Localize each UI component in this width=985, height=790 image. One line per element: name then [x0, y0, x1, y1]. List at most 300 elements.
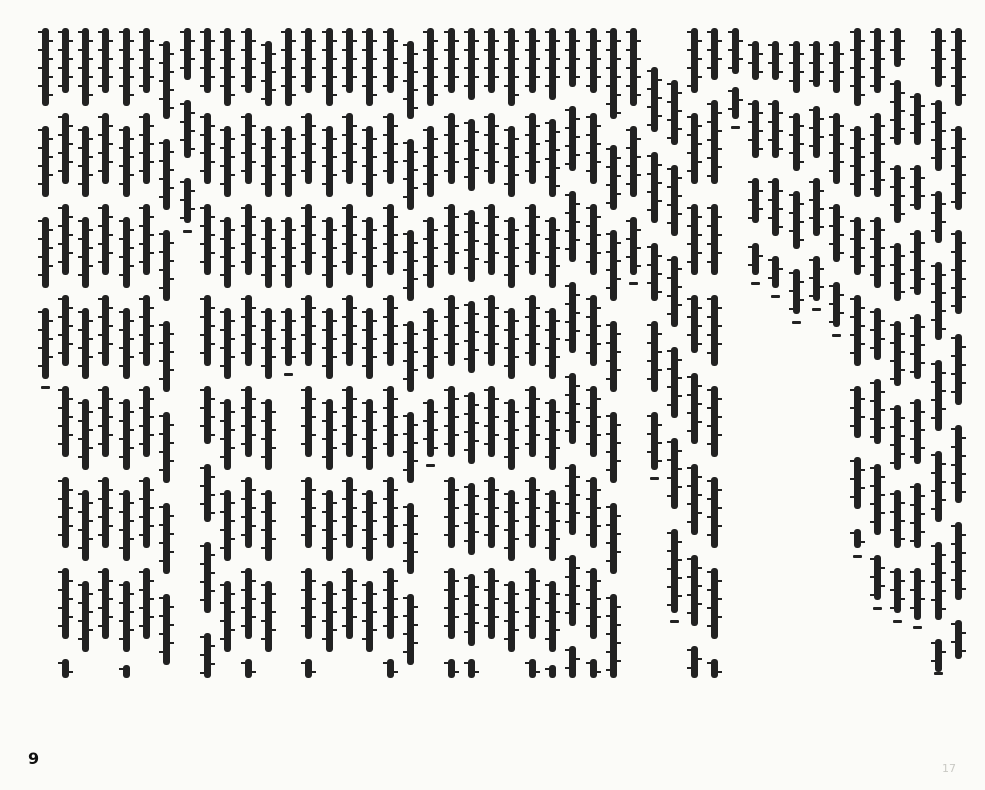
- glyph-stroke: [292, 156, 296, 158]
- glyph-stroke: [606, 378, 610, 380]
- glyph-stroke: [241, 334, 245, 336]
- glyph-stroke: [403, 524, 407, 526]
- glyph-stroke: [322, 511, 326, 513]
- glyph-stroke: [597, 143, 601, 145]
- glyph-stroke: [312, 76, 316, 78]
- glyph-stroke: [495, 598, 499, 600]
- glyph-stroke: [180, 139, 184, 141]
- glyph-stroke: [58, 31, 62, 33]
- word-glyph: [305, 28, 312, 93]
- glyph-stroke: [565, 594, 569, 596]
- glyph-stroke: [667, 222, 671, 224]
- glyph-stroke: [942, 328, 946, 330]
- glyph-stroke: [119, 329, 123, 331]
- glyph-stroke: [951, 337, 955, 339]
- text-column: [648, 28, 662, 678]
- word-glyph: [793, 41, 800, 93]
- glyph-stroke: [342, 225, 346, 227]
- glyph-stroke: [342, 498, 346, 500]
- glyph-stroke: [881, 143, 885, 145]
- glyph-stroke: [423, 420, 427, 422]
- glyph-stroke: [484, 170, 488, 172]
- glyph-stroke: [586, 85, 590, 87]
- glyph-stroke: [170, 551, 174, 553]
- glyph-stroke: [626, 256, 630, 258]
- glyph-stroke: [220, 67, 224, 69]
- glyph-stroke: [504, 183, 508, 185]
- glyph-stroke: [728, 67, 732, 69]
- glyph-stroke: [545, 547, 549, 549]
- glyph-stroke: [962, 437, 966, 439]
- word-glyph: [914, 230, 921, 295]
- glyph-stroke: [707, 121, 711, 123]
- glyph-stroke: [525, 225, 529, 227]
- glyph-stroke: [78, 238, 82, 240]
- glyph-stroke: [170, 242, 174, 244]
- glyph-stroke: [597, 234, 601, 236]
- glyph-stroke: [910, 317, 914, 319]
- glyph-stroke: [455, 143, 459, 145]
- glyph-stroke: [403, 98, 407, 100]
- word-glyph: [448, 386, 455, 458]
- word-glyph: [691, 555, 698, 627]
- glyph-stroke: [49, 265, 53, 267]
- glyph-stroke: [698, 40, 702, 42]
- glyph-stroke: [484, 116, 488, 118]
- glyph-stroke: [861, 138, 865, 140]
- word-glyph: [955, 230, 962, 315]
- glyph-stroke: [890, 462, 894, 464]
- glyph-stroke: [89, 247, 93, 249]
- word-glyph: [42, 28, 49, 106]
- glyph-stroke: [829, 134, 833, 136]
- glyph-stroke: [910, 571, 914, 573]
- glyph-stroke: [850, 389, 854, 391]
- glyph-stroke: [962, 473, 966, 475]
- glyph-stroke: [800, 161, 804, 163]
- glyph-stroke: [434, 429, 438, 431]
- glyph-stroke: [658, 255, 662, 257]
- glyph-stroke: [444, 316, 448, 318]
- glyph-stroke: [718, 507, 722, 509]
- punctuation-mark: [426, 464, 435, 467]
- glyph-stroke: [38, 129, 42, 131]
- glyph-stroke: [921, 260, 925, 262]
- glyph-stroke: [768, 277, 772, 279]
- glyph-stroke: [617, 58, 621, 60]
- glyph-stroke: [617, 76, 621, 78]
- glyph-stroke: [312, 507, 316, 509]
- glyph-stroke: [231, 40, 235, 42]
- glyph-stroke: [414, 351, 418, 353]
- glyph-stroke: [921, 362, 925, 364]
- glyph-stroke: [333, 502, 337, 504]
- glyph-stroke: [89, 611, 93, 613]
- glyph-stroke: [850, 67, 854, 69]
- word-glyph: [914, 483, 921, 548]
- text-column: [160, 28, 174, 678]
- glyph-stroke: [647, 342, 651, 344]
- word-glyph: [204, 633, 211, 679]
- word-glyph: [468, 301, 475, 373]
- word-glyph: [529, 386, 536, 458]
- glyph-stroke: [840, 143, 844, 145]
- word-glyph: [62, 477, 69, 549]
- glyph-stroke: [707, 498, 711, 500]
- glyph-stroke: [38, 347, 42, 349]
- glyph-stroke: [180, 103, 184, 105]
- glyph-stroke: [931, 67, 935, 69]
- glyph-stroke: [211, 125, 215, 127]
- glyph-stroke: [301, 31, 305, 33]
- glyph-stroke: [423, 365, 427, 367]
- glyph-stroke: [58, 534, 62, 536]
- text-column: [99, 28, 113, 678]
- glyph-stroke: [403, 324, 407, 326]
- glyph-stroke: [667, 119, 671, 121]
- glyph-stroke: [779, 268, 783, 270]
- glyph-stroke: [403, 433, 407, 435]
- glyph-stroke: [942, 221, 946, 223]
- word-glyph: [62, 204, 69, 276]
- glyph-stroke: [545, 256, 549, 258]
- glyph-stroke: [220, 456, 224, 458]
- word-glyph: [549, 308, 556, 380]
- glyph-stroke: [667, 441, 671, 443]
- glyph-stroke: [617, 278, 621, 280]
- glyph-stroke: [342, 67, 346, 69]
- glyph-stroke: [78, 420, 82, 422]
- glyph-stroke: [861, 156, 865, 158]
- glyph-stroke: [617, 551, 621, 553]
- glyph-stroke: [464, 431, 468, 433]
- glyph-stroke: [637, 138, 641, 140]
- glyph-stroke: [768, 259, 772, 261]
- glyph-stroke: [139, 571, 143, 573]
- glyph-stroke: [180, 67, 184, 69]
- glyph-stroke: [109, 161, 113, 163]
- glyph-stroke: [962, 156, 966, 158]
- glyph-stroke: [159, 160, 163, 162]
- glyph-stroke: [119, 638, 123, 640]
- glyph-stroke: [667, 313, 671, 315]
- glyph-stroke: [38, 274, 42, 276]
- glyph-stroke: [58, 261, 62, 263]
- glyph-stroke: [403, 251, 407, 253]
- glyph-stroke: [353, 416, 357, 418]
- glyph-stroke: [98, 589, 102, 591]
- glyph-stroke: [261, 62, 265, 64]
- word-glyph: [407, 503, 414, 575]
- word-glyph: [590, 295, 597, 367]
- glyph-stroke: [597, 216, 601, 218]
- word-glyph: [955, 620, 962, 659]
- glyph-stroke: [414, 53, 418, 55]
- glyph-stroke: [809, 127, 813, 129]
- glyph-stroke: [333, 338, 337, 340]
- glyph-stroke: [576, 403, 580, 405]
- glyph-stroke: [556, 76, 560, 78]
- glyph-stroke: [150, 616, 154, 618]
- word-glyph: [123, 581, 130, 653]
- glyph-stroke: [475, 531, 479, 533]
- glyph-stroke: [150, 343, 154, 345]
- text-column: [384, 28, 398, 678]
- word-glyph: [102, 568, 109, 640]
- glyph-stroke: [870, 49, 874, 51]
- glyph-stroke: [414, 369, 418, 371]
- word-glyph: [711, 659, 718, 679]
- glyph-stroke: [809, 62, 813, 64]
- glyph-stroke: [322, 493, 326, 495]
- word-glyph: [569, 373, 576, 445]
- glyph-stroke: [362, 456, 366, 458]
- glyph-stroke: [606, 506, 610, 508]
- glyph-stroke: [109, 216, 113, 218]
- glyph-stroke: [718, 671, 722, 673]
- glyph-stroke: [139, 407, 143, 409]
- glyph-stroke: [58, 152, 62, 154]
- glyph-stroke: [678, 213, 682, 215]
- glyph-stroke: [78, 67, 82, 69]
- glyph-stroke: [444, 261, 448, 263]
- word-glyph: [346, 386, 353, 458]
- glyph-stroke: [910, 607, 914, 609]
- glyph-stroke: [322, 529, 326, 531]
- word-glyph: [935, 100, 942, 172]
- glyph-stroke: [637, 174, 641, 176]
- glyph-stroke: [200, 170, 204, 172]
- glyph-stroke: [261, 311, 265, 313]
- glyph-stroke: [597, 580, 601, 582]
- glyph-stroke: [281, 49, 285, 51]
- glyph-stroke: [942, 572, 946, 574]
- glyph-stroke: [78, 183, 82, 185]
- glyph-stroke: [748, 62, 752, 64]
- glyph-stroke: [617, 442, 621, 444]
- glyph-stroke: [231, 156, 235, 158]
- glyph-stroke: [342, 243, 346, 245]
- glyph-stroke: [475, 167, 479, 169]
- glyph-stroke: [312, 40, 316, 42]
- glyph-stroke: [687, 576, 691, 578]
- word-glyph: [184, 100, 191, 159]
- glyph-stroke: [362, 402, 366, 404]
- glyph-stroke: [342, 625, 346, 627]
- glyph-stroke: [942, 590, 946, 592]
- glyph-stroke: [353, 616, 357, 618]
- glyph-stroke: [881, 494, 885, 496]
- glyph-stroke: [881, 409, 885, 411]
- glyph-stroke: [861, 265, 865, 267]
- glyph-stroke: [515, 411, 519, 413]
- word-glyph: [305, 113, 312, 185]
- glyph-stroke: [200, 672, 204, 674]
- glyph-stroke: [281, 129, 285, 131]
- glyph-stroke: [951, 446, 955, 448]
- word-glyph: [793, 113, 800, 172]
- glyph-stroke: [626, 49, 630, 51]
- glyph-stroke: [444, 516, 448, 518]
- glyph-stroke: [333, 411, 337, 413]
- glyph-stroke: [536, 307, 540, 309]
- glyph-stroke: [455, 507, 459, 509]
- glyph-stroke: [455, 580, 459, 582]
- glyph-stroke: [617, 460, 621, 462]
- glyph-stroke: [414, 89, 418, 91]
- glyph-stroke: [58, 134, 62, 136]
- glyph-stroke: [444, 625, 448, 627]
- glyph-stroke: [565, 394, 569, 396]
- glyph-stroke: [69, 234, 73, 236]
- glyph-stroke: [576, 239, 580, 241]
- glyph-stroke: [423, 274, 427, 276]
- glyph-stroke: [910, 522, 914, 524]
- glyph-stroke: [58, 243, 62, 245]
- glyph-stroke: [58, 225, 62, 227]
- text-column: [810, 28, 824, 678]
- glyph-stroke: [231, 94, 235, 96]
- glyph-stroke: [434, 447, 438, 449]
- glyph-stroke: [931, 490, 935, 492]
- glyph-stroke: [312, 416, 316, 418]
- glyph-stroke: [890, 137, 894, 139]
- glyph-stroke: [353, 598, 357, 600]
- glyph-stroke: [718, 252, 722, 254]
- glyph-stroke: [69, 616, 73, 618]
- glyph-stroke: [109, 489, 113, 491]
- glyph-stroke: [484, 243, 488, 245]
- glyph-stroke: [829, 321, 833, 323]
- glyph-stroke: [687, 667, 691, 669]
- glyph-stroke: [159, 433, 163, 435]
- glyph-stroke: [159, 615, 163, 617]
- glyph-stroke: [414, 151, 418, 153]
- glyph-stroke: [565, 230, 569, 232]
- glyph-stroke: [98, 407, 102, 409]
- glyph-stroke: [556, 611, 560, 613]
- glyph-stroke: [200, 49, 204, 51]
- glyph-stroke: [667, 386, 671, 388]
- glyph-stroke: [597, 125, 601, 127]
- glyph-stroke: [707, 516, 711, 518]
- glyph-stroke: [281, 220, 285, 222]
- glyph-stroke: [890, 49, 894, 51]
- glyph-stroke: [525, 31, 529, 33]
- glyph-stroke: [536, 343, 540, 345]
- glyph-stroke: [403, 178, 407, 180]
- glyph-stroke: [728, 90, 732, 92]
- glyph-stroke: [565, 485, 569, 487]
- glyph-stroke: [586, 116, 590, 118]
- glyph-stroke: [394, 307, 398, 309]
- glyph-stroke: [545, 456, 549, 458]
- glyph-stroke: [931, 31, 935, 33]
- glyph-stroke: [901, 333, 905, 335]
- glyph-stroke: [515, 356, 519, 358]
- glyph-stroke: [98, 571, 102, 573]
- glyph-stroke: [707, 443, 711, 445]
- text-column: [566, 28, 580, 678]
- glyph-stroke: [545, 347, 549, 349]
- glyph-stroke: [383, 207, 387, 209]
- glyph-stroke: [301, 662, 305, 664]
- glyph-stroke: [525, 243, 529, 245]
- glyph-stroke: [951, 482, 955, 484]
- glyph-stroke: [464, 449, 468, 451]
- word-glyph: [711, 204, 718, 276]
- glyph-stroke: [495, 434, 499, 436]
- bleed-through-number: 17: [942, 762, 956, 775]
- glyph-stroke: [170, 606, 174, 608]
- glyph-stroke: [119, 620, 123, 622]
- glyph-stroke: [809, 259, 813, 261]
- glyph-stroke: [617, 193, 621, 195]
- word-glyph: [62, 659, 69, 679]
- glyph-stroke: [434, 76, 438, 78]
- glyph-stroke: [718, 434, 722, 436]
- word-glyph: [143, 204, 150, 276]
- glyph-stroke: [89, 156, 93, 158]
- glyph-stroke: [829, 207, 833, 209]
- glyph-stroke: [931, 212, 935, 214]
- glyph-stroke: [211, 325, 215, 327]
- glyph-stroke: [109, 580, 113, 582]
- glyph-stroke: [768, 62, 772, 64]
- word-glyph: [163, 321, 170, 393]
- glyph-stroke: [301, 534, 305, 536]
- glyph-stroke: [200, 352, 204, 354]
- glyph-stroke: [931, 472, 935, 474]
- glyph-stroke: [98, 170, 102, 172]
- glyph-stroke: [910, 114, 914, 116]
- glyph-stroke: [718, 398, 722, 400]
- glyph-stroke: [301, 261, 305, 263]
- glyph-stroke: [556, 149, 560, 151]
- glyph-stroke: [301, 49, 305, 51]
- word-glyph: [793, 269, 800, 315]
- glyph-stroke: [840, 125, 844, 127]
- word-glyph: [935, 451, 942, 523]
- glyph-stroke: [881, 229, 885, 231]
- text-column: [952, 28, 966, 678]
- glyph-stroke: [484, 571, 488, 573]
- glyph-stroke: [89, 338, 93, 340]
- glyph-stroke: [241, 352, 245, 354]
- glyph-stroke: [840, 234, 844, 236]
- glyph-stroke: [475, 149, 479, 151]
- glyph-stroke: [109, 416, 113, 418]
- glyph-stroke: [58, 498, 62, 500]
- word-glyph: [62, 386, 69, 458]
- glyph-stroke: [200, 67, 204, 69]
- word-glyph: [245, 204, 252, 276]
- glyph-stroke: [78, 456, 82, 458]
- glyph-stroke: [525, 425, 529, 427]
- word-glyph: [387, 204, 394, 276]
- glyph-stroke: [211, 663, 215, 665]
- glyph-stroke: [98, 625, 102, 627]
- glyph-stroke: [414, 460, 418, 462]
- glyph-stroke: [545, 31, 549, 33]
- glyph-stroke: [779, 208, 783, 210]
- glyph-stroke: [139, 443, 143, 445]
- punctuation-mark: [771, 295, 780, 298]
- glyph-stroke: [617, 424, 621, 426]
- glyph-stroke: [515, 76, 519, 78]
- glyph-stroke: [301, 116, 305, 118]
- word-glyph: [204, 295, 211, 367]
